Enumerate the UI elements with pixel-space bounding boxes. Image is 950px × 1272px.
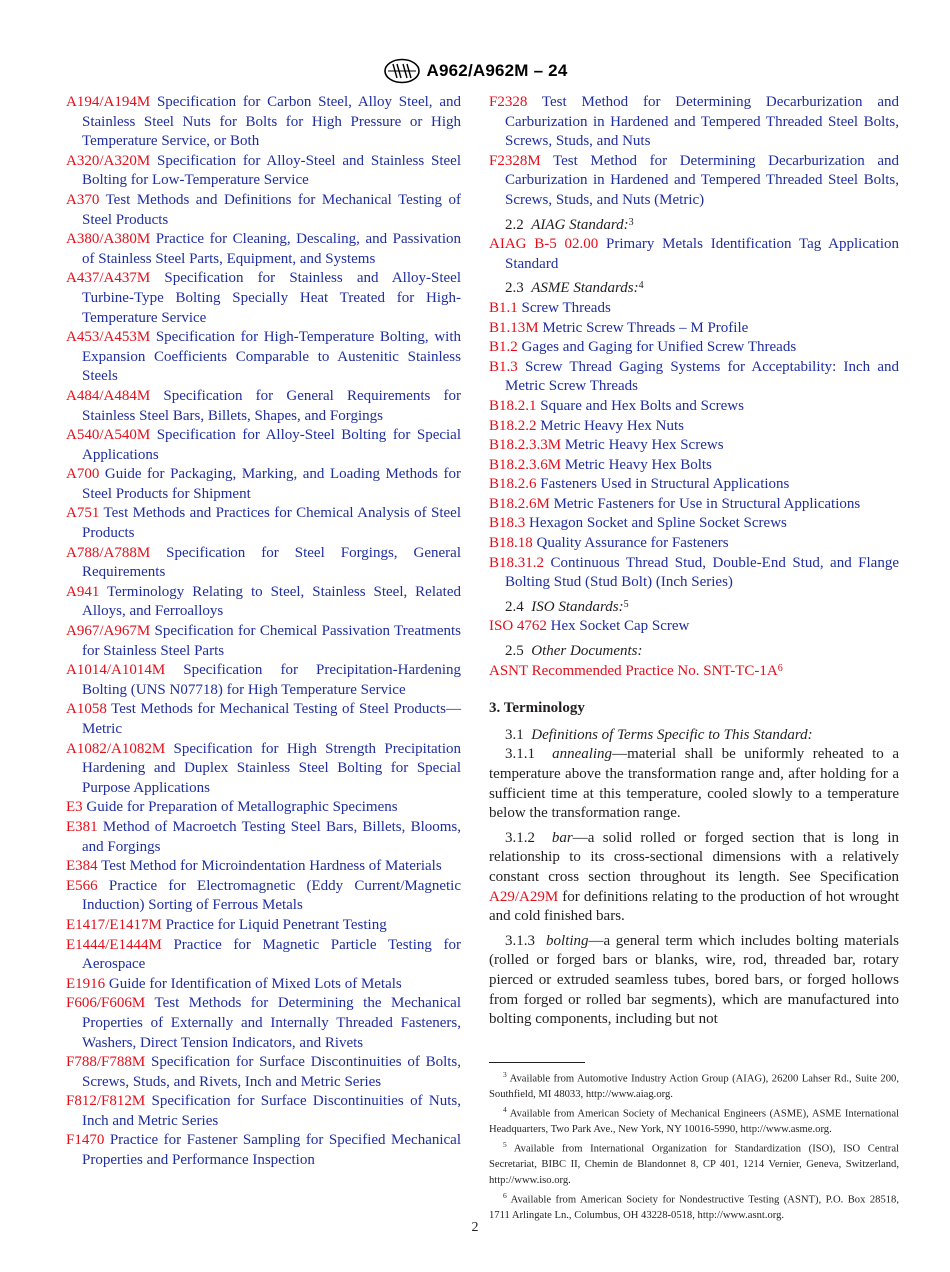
reference-code[interactable]: E3 — [66, 799, 83, 816]
reference-item[interactable] — [489, 397, 899, 417]
reference-item[interactable] — [489, 617, 899, 637]
reference-code[interactable]: A437/A437M — [66, 270, 151, 287]
reference-item[interactable] — [66, 465, 461, 504]
section-2-5-heading: 2.5 Other Documents: — [505, 643, 643, 660]
reference-code[interactable]: B18.2.3.3M — [489, 437, 562, 454]
astm-logo-icon — [383, 58, 421, 84]
reference-title[interactable]: Terminology Relating to Steel, Stainless Steel, Related Alloys, and Ferroalloys — [82, 583, 461, 620]
reference-title[interactable]: Guide for Packaging, Marking, and Loading Methods for Steel Products for Shipment — [82, 466, 461, 502]
reference-item[interactable] — [66, 1053, 461, 1092]
reference-title[interactable]: Screw Threads — [521, 299, 611, 316]
page-header — [0, 56, 950, 86]
reference-title[interactable]: Test Method for Determining Decarburization and Carburization in Hardened and Tempered Threaded Steel Bolts, Screws, Studs, and Nuts (Metric) — [505, 152, 899, 208]
reference-title[interactable]: Test Method for Determining Decarburization and Carburization in Hardened and Tempered Threaded Steel Bolts, Screws, Studs, and Nuts — [505, 94, 899, 150]
reference-item[interactable] — [489, 93, 899, 152]
reference-code[interactable]: B18.2.6 — [489, 476, 537, 493]
reference-title[interactable]: Metric Fasteners for Use in Structural Applications — [553, 495, 861, 512]
reference-code[interactable]: E566 — [66, 877, 98, 894]
reference-item[interactable] — [66, 504, 461, 543]
reference-code[interactable]: AIAG B-5 02.00 — [489, 236, 599, 253]
reference-item[interactable] — [489, 358, 899, 397]
document-id: A962/A962M – 24 — [426, 61, 568, 80]
reference-code[interactable]: A194/A194M — [66, 94, 151, 110]
reference-title[interactable]: Primary Metals Identification Tag Application Standard — [505, 236, 900, 272]
reference-code[interactable]: B18.2.3.6M — [489, 456, 562, 473]
right-column — [489, 93, 899, 1224]
reference-code[interactable]: A380/A380M — [66, 231, 151, 248]
reference-item[interactable] — [489, 534, 899, 554]
reference-code[interactable]: A453/A453M — [66, 329, 151, 346]
reference-item[interactable] — [66, 269, 461, 328]
reference-code[interactable]: B18.2.2 — [489, 417, 537, 434]
reference-code[interactable]: B1.3 — [489, 358, 518, 375]
reference-item[interactable] — [66, 387, 461, 426]
footnote-rule — [489, 1062, 585, 1063]
reference-code[interactable]: A1014/A1014M — [66, 662, 166, 679]
reference-item[interactable] — [66, 661, 461, 700]
reference-code[interactable]: A540/A540M — [66, 427, 151, 444]
reference-title[interactable]: Test Methods for Determining the Mechanical Properties of Externally and Internally Threaded Fasteners, Washers, Direct Tension Indicators, and Rivets — [82, 995, 461, 1051]
reference-code[interactable]: E1916 — [66, 975, 106, 992]
reference-title[interactable]: Metric Heavy Hex Bolts — [564, 456, 712, 473]
reference-code[interactable]: A751 — [66, 505, 100, 522]
reference-title[interactable]: Metric Heavy Hex Nuts — [540, 417, 684, 434]
reference-item[interactable]: ASNT Recommended Practice No. SNT-$TC-1A^6$ — [489, 662, 783, 679]
reference-title[interactable]: Specification for High Strength Precipitation Hardening and Duplex Stainless Steel Bolting for Special Purpose Applications — [82, 740, 461, 796]
reference-title[interactable]: Practice for Fastener Sampling for Specified Mechanical Properties and Performance Inspection — [82, 1132, 461, 1169]
definition-bar: 3.1.2 bar—a solid rolled or forged section that is long in relationship to its cross-sectional dimensions with a relatively constant cross section throughout its length. See Specification A29/A29M for definitions relating to the production of hot wrought and cold finished bars. — [489, 829, 900, 925]
section-2-2-heading: 2.2 AIAG Standard:$^3$ — [505, 216, 634, 233]
reference-item[interactable] — [66, 230, 461, 269]
reference-item[interactable] — [489, 299, 899, 319]
reference-item[interactable] — [66, 700, 461, 739]
reference-code[interactable]: A700 — [66, 466, 100, 483]
reference-item[interactable] — [66, 994, 461, 1053]
reference-item[interactable] — [66, 877, 461, 916]
reference-code[interactable]: B1.13M — [489, 319, 539, 336]
reference-item[interactable] — [66, 936, 461, 975]
reference-title[interactable]: Specification for Precipitation-Hardening Bolting (UNS N07718) for High Temperature Service — [82, 662, 461, 698]
reference-item[interactable] — [66, 328, 461, 387]
reference-title[interactable]: Specification for Stainless and Alloy-Steel Turbine-Type Bolting Specially Heat Treated for High-Temperature Service — [82, 270, 462, 326]
reference-title[interactable]: Hex Socket Cap Screw — [550, 618, 690, 635]
reference-item[interactable] — [66, 857, 461, 877]
reference-title[interactable]: Test Methods and Practices for Chemical Analysis of Steel Products — [82, 505, 461, 542]
reference-item[interactable] — [66, 916, 461, 936]
reference-code[interactable]: A1082/A1082M — [66, 740, 166, 757]
reference-title[interactable]: Specification for Steel Forgings, General Requirements — [82, 544, 461, 581]
reference-code[interactable]: B18.18 — [489, 535, 533, 552]
definition-annealing: 3.1.1 annealing—material shall be uniformly reheated to a temperature above the transformation range and, after holding for a sufficient time at this temperature, cooled slowly to a temperature below the transformation range. — [489, 746, 899, 822]
reference-item[interactable] — [489, 456, 899, 476]
reference-code[interactable]: A967/A967M — [66, 623, 151, 640]
reference-code[interactable]: A788/A788M — [66, 544, 151, 561]
reference-title[interactable]: Test Methods for Mechanical Testing of Steel Products—Metric — [82, 701, 461, 737]
reference-item[interactable] — [66, 93, 461, 152]
reference-code[interactable]: A370 — [66, 191, 100, 208]
reference-code[interactable]: B1.2 — [489, 339, 518, 356]
reference-title[interactable]: Specification for Surface Discontinuities of Bolts, Screws, Studs, and Rivets, Inch and Metric Series — [82, 1054, 462, 1090]
reference-code[interactable]: E384 — [66, 858, 98, 875]
reference-item[interactable] — [66, 798, 461, 818]
reference-item[interactable] — [489, 235, 899, 274]
reference-item[interactable] — [66, 544, 461, 583]
reference-item[interactable] — [66, 191, 461, 230]
reference-item[interactable] — [66, 622, 461, 661]
reference-item[interactable] — [66, 1131, 461, 1170]
reference-code[interactable]: B18.31.2 — [489, 554, 545, 571]
link-a29[interactable]: A29/A29M — [489, 888, 559, 905]
reference-title[interactable]: Method of Macroetch Testing Steel Bars, Billets, Blooms, and Forgings — [82, 818, 461, 855]
section-2-4-heading: 2.4 ISO Standards:$^5$ — [505, 598, 629, 615]
page-number: 2 — [471, 1220, 479, 1235]
reference-code[interactable]: A320/A320M — [66, 152, 151, 169]
reference-title[interactable]: Test Methods and Definitions for Mechanical Testing of Steel Products — [82, 191, 461, 228]
reference-title[interactable]: Specification for Surface Discontinuities of Nuts, Inch and Metric Series — [82, 1093, 461, 1129]
reference-item[interactable] — [489, 152, 899, 211]
footnote: $^5$ Available from International Organization for Standardization (ISO), ISO Central Secretariat, BIBC II, Chemin de Blandonnet 8, CP 401, 1214 Vernier, Geneva, Switzerland, http://www.iso.org. — [489, 1140, 899, 1186]
reference-code[interactable]: A941 — [66, 583, 100, 600]
reference-code[interactable]: F812/F812M — [66, 1093, 146, 1110]
reference-code[interactable]: F1470 — [66, 1132, 105, 1149]
reference-title[interactable]: Practice for Magnetic Particle Testing for Aerospace — [82, 936, 461, 973]
reference-title[interactable]: Specification for High-Temperature Bolting, with Expansion Coefficients Comparable to Austenitic Stainless Steels — [82, 329, 461, 385]
reference-title[interactable]: Metric Screw Threads – M Profile — [542, 319, 749, 336]
reference-item[interactable] — [489, 514, 899, 534]
reference-code[interactable]: F2328 — [489, 94, 528, 110]
reference-title[interactable]: Continuous Thread Stud, Double-End Stud, and Flange Bolting Stud (Stud Bolt) (Inch Series) — [505, 554, 899, 591]
reference-code[interactable]: E1444/E1444M — [66, 936, 162, 953]
reference-item[interactable] — [489, 495, 899, 515]
reference-code[interactable]: A484/A484M — [66, 387, 151, 404]
reference-item[interactable] — [66, 152, 461, 191]
reference-code[interactable]: F606/F606M — [66, 995, 146, 1012]
reference-title[interactable]: Test Method for Microindentation Hardness of Materials — [101, 858, 442, 875]
reference-title[interactable]: Specification for Alloy-Steel Bolting for Special Applications — [82, 427, 462, 463]
reference-code[interactable]: E381 — [66, 818, 98, 835]
reference-item[interactable] — [489, 338, 899, 358]
reference-title[interactable]: Specification for General Requirements for Stainless Steel Bars, Billets, Shapes, and Forgings — [82, 387, 461, 424]
reference-item[interactable] — [489, 475, 899, 495]
section-2-3-heading: 2.3 ASME Standards:$^4$ — [505, 280, 644, 297]
reference-title[interactable]: Screw Thread Gaging Systems for Acceptability: Inch and Metric Screw Threads — [505, 358, 900, 395]
reference-item[interactable] — [489, 554, 899, 593]
reference-code[interactable]: E1417/E1417M — [66, 916, 162, 933]
reference-code[interactable]: B18.2.1 — [489, 397, 537, 414]
reference-item[interactable] — [489, 417, 899, 437]
reference-title[interactable]: Hexagon Socket and Spline Socket Screws — [529, 515, 787, 532]
reference-code[interactable]: ISO 4762 — [489, 618, 547, 635]
reference-title[interactable]: Square and Hex Bolts and Screws — [540, 397, 744, 414]
reference-title[interactable]: Practice for Cleaning, Descaling, and Passivation of Stainless Steel Parts, Equipment, and Systems — [82, 231, 462, 267]
reference-code[interactable]: A1058 — [66, 701, 107, 718]
reference-title[interactable]: Gages and Gaging for Unified Screw Threads — [521, 339, 797, 356]
reference-code[interactable]: F788/F788M — [66, 1054, 146, 1071]
definition-bolting: 3.1.3 bolting—a general term which includes bolting materials (rolled or forged bars or blanks, wire, rod, threaded bar, rotary pierced or extruded seamless tubes, bored bars, or forged hollows from forged or rolled bar segments), which are manufactured into bolting components, including but not — [489, 932, 900, 1028]
reference-code[interactable]: F2328M — [489, 152, 541, 169]
footnotes — [489, 1067, 899, 1224]
reference-title[interactable]: Metric Heavy Hex Screws — [564, 437, 724, 454]
reference-item[interactable] — [66, 818, 461, 857]
reference-item[interactable] — [489, 319, 899, 339]
reference-item[interactable] — [66, 1092, 461, 1131]
reference-item[interactable] — [66, 975, 461, 995]
reference-title[interactable]: Guide for Preparation of Metallographic Specimens — [86, 799, 398, 816]
reference-code[interactable]: B1.1 — [489, 299, 518, 316]
reference-item[interactable] — [66, 426, 461, 465]
reference-title[interactable]: Fasteners Used in Structural Applications — [540, 476, 790, 493]
reference-title[interactable]: Specification for Alloy-Steel and Stainless Steel Bolting for Low-Temperature Service — [82, 152, 461, 189]
reference-item[interactable] — [66, 583, 461, 622]
left-column — [66, 93, 461, 1171]
reference-title[interactable]: Specification for Carbon Steel, Alloy Steel, and Stainless Steel Nuts for Bolts for High Pressure or High Temperature Service, or Both — [82, 94, 461, 150]
reference-item[interactable] — [66, 740, 461, 799]
reference-title[interactable]: Quality Assurance for Fasteners — [536, 535, 729, 552]
reference-item[interactable] — [489, 436, 899, 456]
reference-title[interactable]: Guide for Identification of Mixed Lots of Metals — [108, 975, 402, 992]
section-3-heading: 3. Terminology — [489, 700, 585, 717]
reference-code[interactable]: B18.3 — [489, 515, 526, 532]
reference-title[interactable]: Specification for Chemical Passivation Treatments for Stainless Steel Parts — [82, 623, 461, 659]
reference-title[interactable]: Practice for Electromagnetic (Eddy Current/Magnetic Induction) Sorting of Ferrous Metals — [82, 877, 462, 914]
footnote: $^6$ Available from American Society for Nondestructive Testing (ASNT), P.O. Box 28518, 1711 Arlingate Ln., Columbus, OH 43228-0518, http://www.asnt.org. — [489, 1191, 899, 1222]
reference-title[interactable]: Practice for Liquid Penetrant Testing — [165, 916, 387, 933]
reference-code[interactable]: B18.2.6M — [489, 495, 550, 512]
footnote: $^3$ Available from Automotive Industry Action Group (AIAG), 26200 Lahser Rd., Suite 200, Southfield, MI 48033, http://www.aiag.org. — [489, 1069, 899, 1100]
footnote: $^4$ Available from American Society of Mechanical Engineers (ASME), ASME International Headquarters, Two Park Ave., New York, NY 10016-5990, http://www.asme.org. — [489, 1105, 899, 1135]
section-3-1: 3.1 Definitions of Terms Specific to This Standard: — [505, 726, 813, 743]
